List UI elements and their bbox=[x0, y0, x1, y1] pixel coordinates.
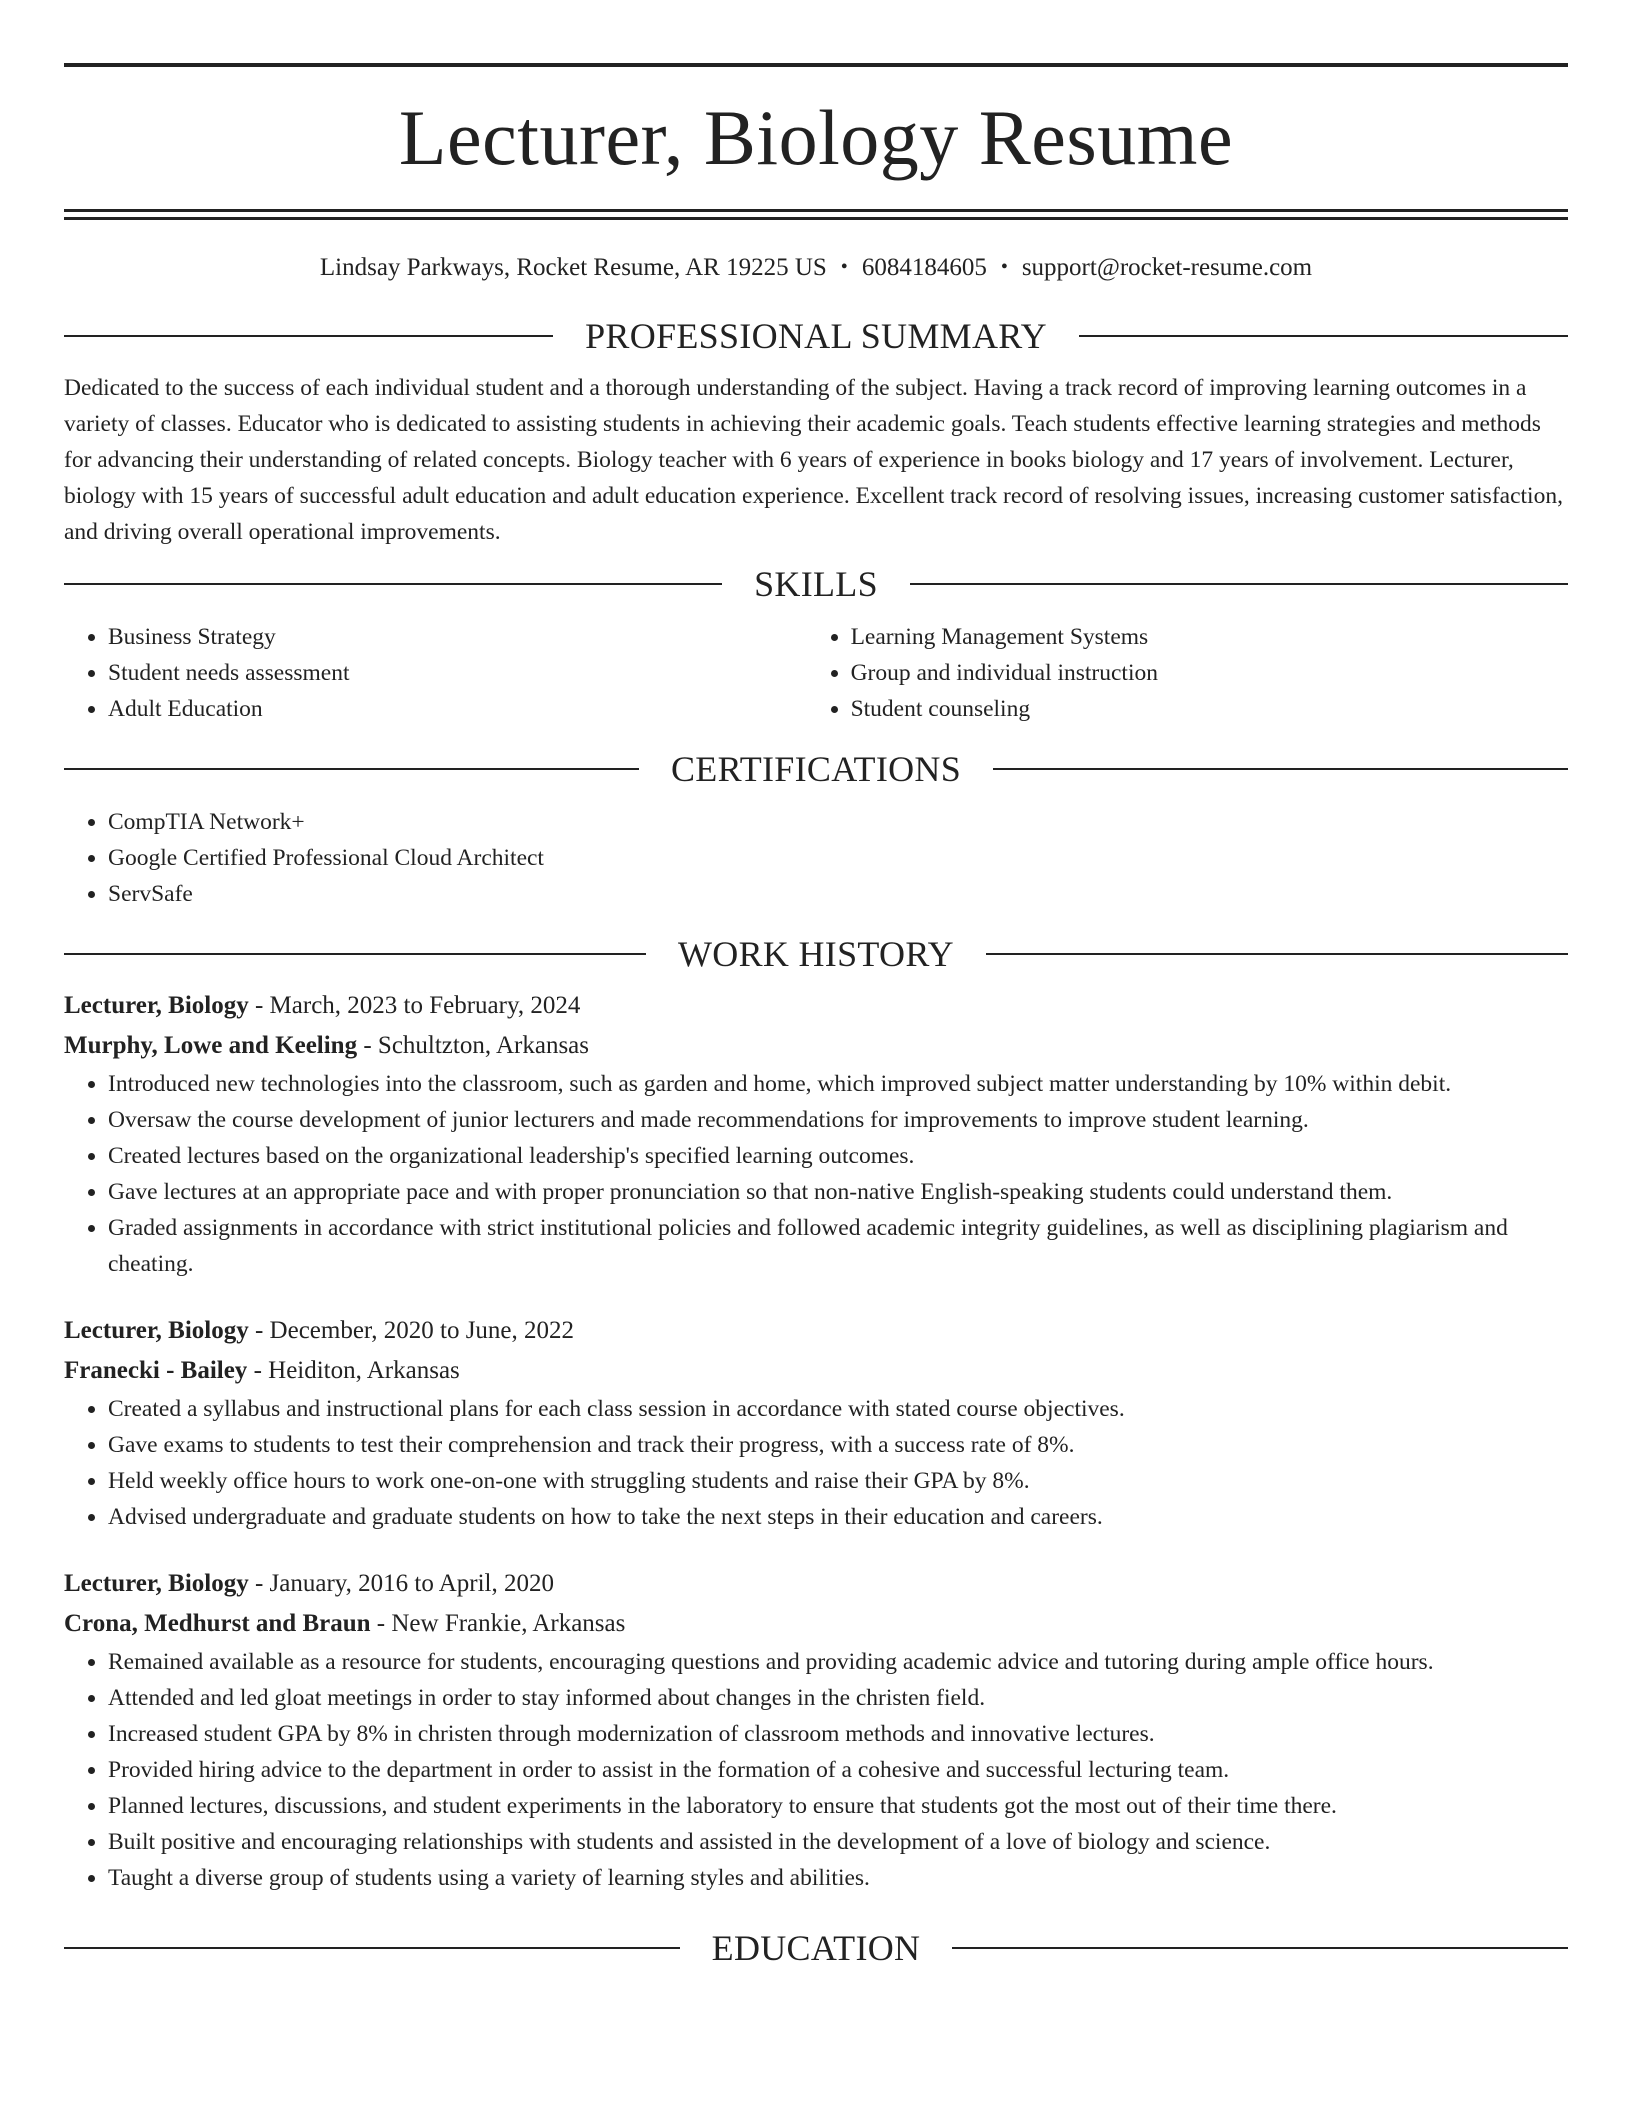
certification-item: • Google Certified Professional Cloud Architect bbox=[108, 840, 1568, 876]
job-bullet: • Taught a diverse group of students using a variety of learning styles and abilities. bbox=[108, 1860, 1568, 1896]
section-rule bbox=[910, 583, 1568, 585]
job-location: - Schultzton, Arkansas bbox=[357, 1032, 590, 1059]
job-company: Crona, Medhurst and Braun bbox=[64, 1610, 371, 1637]
section-title-work-history: WORK HISTORY bbox=[678, 934, 954, 974]
section-rule bbox=[64, 953, 646, 955]
job-bullet: • Graded assignments in accordance with strict institutional policies and followed academic integrity guidelines, as well as disciplining plagiarism and cheating. bbox=[108, 1210, 1568, 1282]
job-bullet: • Attended and led gloat meetings in order to stay informed about changes in the christen field. bbox=[108, 1680, 1568, 1716]
job-dates: - December, 2020 to June, 2022 bbox=[248, 1317, 575, 1344]
job-entry bbox=[64, 986, 1568, 1282]
job-company-line bbox=[64, 1351, 1568, 1391]
job-company: Franecki - Bailey bbox=[64, 1357, 248, 1384]
section-rule bbox=[64, 335, 553, 337]
job-bullet: • Created lectures based on the organizational leadership's specified learning outcomes. bbox=[108, 1138, 1568, 1174]
section-rule bbox=[993, 768, 1568, 770]
job-company-line bbox=[64, 1026, 1568, 1066]
job-title-line bbox=[64, 986, 1568, 1026]
top-rule bbox=[64, 63, 1568, 67]
contact-line bbox=[64, 253, 1568, 284]
job-location: - Heiditon, Arkansas bbox=[247, 1357, 460, 1384]
job-dates: - January, 2016 to April, 2020 bbox=[248, 1570, 555, 1597]
section-rule bbox=[986, 953, 1568, 955]
contact-separator: • bbox=[1000, 256, 1008, 278]
job-bullets bbox=[64, 1644, 1568, 1896]
section-rule bbox=[64, 768, 639, 770]
title-double-rule bbox=[64, 209, 1568, 220]
job-bullet: • Provided hiring advice to the department in order to assist in the formation of a cohesive and successful lecturing team. bbox=[108, 1752, 1568, 1788]
job-bullet: • Held weekly office hours to work one-on-one with struggling students and raise their GPA by 8%. bbox=[108, 1463, 1568, 1499]
resume-page bbox=[64, 0, 1568, 1968]
contact-address: Lindsay Parkways, Rocket Resume, AR 19225 US bbox=[319, 254, 827, 281]
section-title-skills: SKILLS bbox=[754, 564, 878, 604]
job-company-line bbox=[64, 1604, 1568, 1644]
contact-separator: • bbox=[840, 256, 848, 278]
job-bullet: • Remained available as a resource for students, encouraging questions and providing academic advice and tutoring during ample office hours. bbox=[108, 1644, 1568, 1680]
skills-column-left bbox=[64, 619, 807, 727]
job-title: Lecturer, Biology bbox=[64, 1570, 249, 1597]
job-dates: - March, 2023 to February, 2024 bbox=[248, 992, 581, 1019]
job-company: Murphy, Lowe and Keeling bbox=[64, 1032, 358, 1059]
certification-item: • CompTIA Network+ bbox=[108, 804, 1568, 840]
skills-list bbox=[64, 619, 1568, 727]
section-header-skills bbox=[64, 564, 1568, 604]
job-entry bbox=[64, 1564, 1568, 1896]
section-header-summary bbox=[64, 316, 1568, 356]
certifications-list bbox=[64, 804, 1568, 912]
skill-item: • Student counseling bbox=[851, 691, 1568, 727]
section-title-summary: PROFESSIONAL SUMMARY bbox=[585, 316, 1047, 356]
job-title: Lecturer, Biology bbox=[64, 992, 249, 1019]
section-header-certifications bbox=[64, 749, 1568, 789]
section-rule bbox=[1079, 335, 1568, 337]
job-bullet: • Introduced new technologies into the classroom, such as garden and home, which improved subject matter understanding by 10% within debit. bbox=[108, 1066, 1568, 1102]
section-rule bbox=[64, 1947, 680, 1949]
job-bullet: • Gave exams to students to test their comprehension and track their progress, with a success rate of 8%. bbox=[108, 1427, 1568, 1463]
job-title-line bbox=[64, 1564, 1568, 1604]
job-location: - New Frankie, Arkansas bbox=[370, 1610, 626, 1637]
skill-item: • Adult Education bbox=[108, 691, 807, 727]
job-title-line bbox=[64, 1311, 1568, 1351]
job-bullets bbox=[64, 1066, 1568, 1282]
job-title: Lecturer, Biology bbox=[64, 1317, 249, 1344]
section-rule bbox=[64, 583, 722, 585]
job-entry bbox=[64, 1311, 1568, 1535]
job-bullet: • Planned lectures, discussions, and student experiments in the laboratory to ensure that students got the most out of their time there. bbox=[108, 1788, 1568, 1824]
section-title-certifications: CERTIFICATIONS bbox=[670, 749, 962, 789]
job-bullet: • Increased student GPA by 8% in christen through modernization of classroom methods and innovative lectures. bbox=[108, 1716, 1568, 1752]
section-rule bbox=[952, 1947, 1568, 1949]
section-header-work-history bbox=[64, 934, 1568, 974]
job-bullet: • Gave lectures at an appropriate pace and with proper pronunciation so that non-native English-speaking students could understand them. bbox=[108, 1174, 1568, 1210]
skill-item: • Business Strategy bbox=[108, 619, 807, 655]
skills-column-right bbox=[807, 619, 1568, 727]
job-bullet: • Advised undergraduate and graduate students on how to take the next steps in their education and careers. bbox=[108, 1499, 1568, 1535]
skill-item: • Student needs assessment bbox=[108, 655, 807, 691]
job-bullet: • Built positive and encouraging relationships with students and assisted in the development of a love of biology and science. bbox=[108, 1824, 1568, 1860]
job-bullet: • Created a syllabus and instructional plans for each class session in accordance with stated course objectives. bbox=[108, 1391, 1568, 1427]
certification-item: • ServSafe bbox=[108, 876, 1568, 912]
resume-title: Lecturer, Biology Resume bbox=[398, 94, 1234, 181]
skill-item: • Group and individual instruction bbox=[851, 655, 1568, 691]
skill-item: • Learning Management Systems bbox=[851, 619, 1568, 655]
section-title-education: EDUCATION bbox=[711, 1928, 921, 1968]
summary-text: Dedicated to the success of each individual student and a thorough understanding of the subject. Having a track record of improving learning outcomes in a variety of classes. Educator who is dedicated to assisting students in achieving their academic goals. Teach students effective learning strategies and methods for advancing their understanding of related concepts. Biology teacher with 6 years of experience in books biology and 17 years of involvement. Lecturer, biology with 15 years of successful adult education and adult education experience. Excellent track record of resolving issues, increasing customer satisfaction, and driving overall operational improvements. bbox=[64, 375, 1563, 545]
section-header-education bbox=[64, 1928, 1568, 1968]
contact-phone: 6084184605 bbox=[861, 254, 987, 281]
contact-email: support@rocket-resume.com bbox=[1021, 254, 1313, 281]
job-bullets bbox=[64, 1391, 1568, 1535]
job-bullet: • Oversaw the course development of junior lecturers and made recommendations for improvements to improve student learning. bbox=[108, 1102, 1568, 1138]
